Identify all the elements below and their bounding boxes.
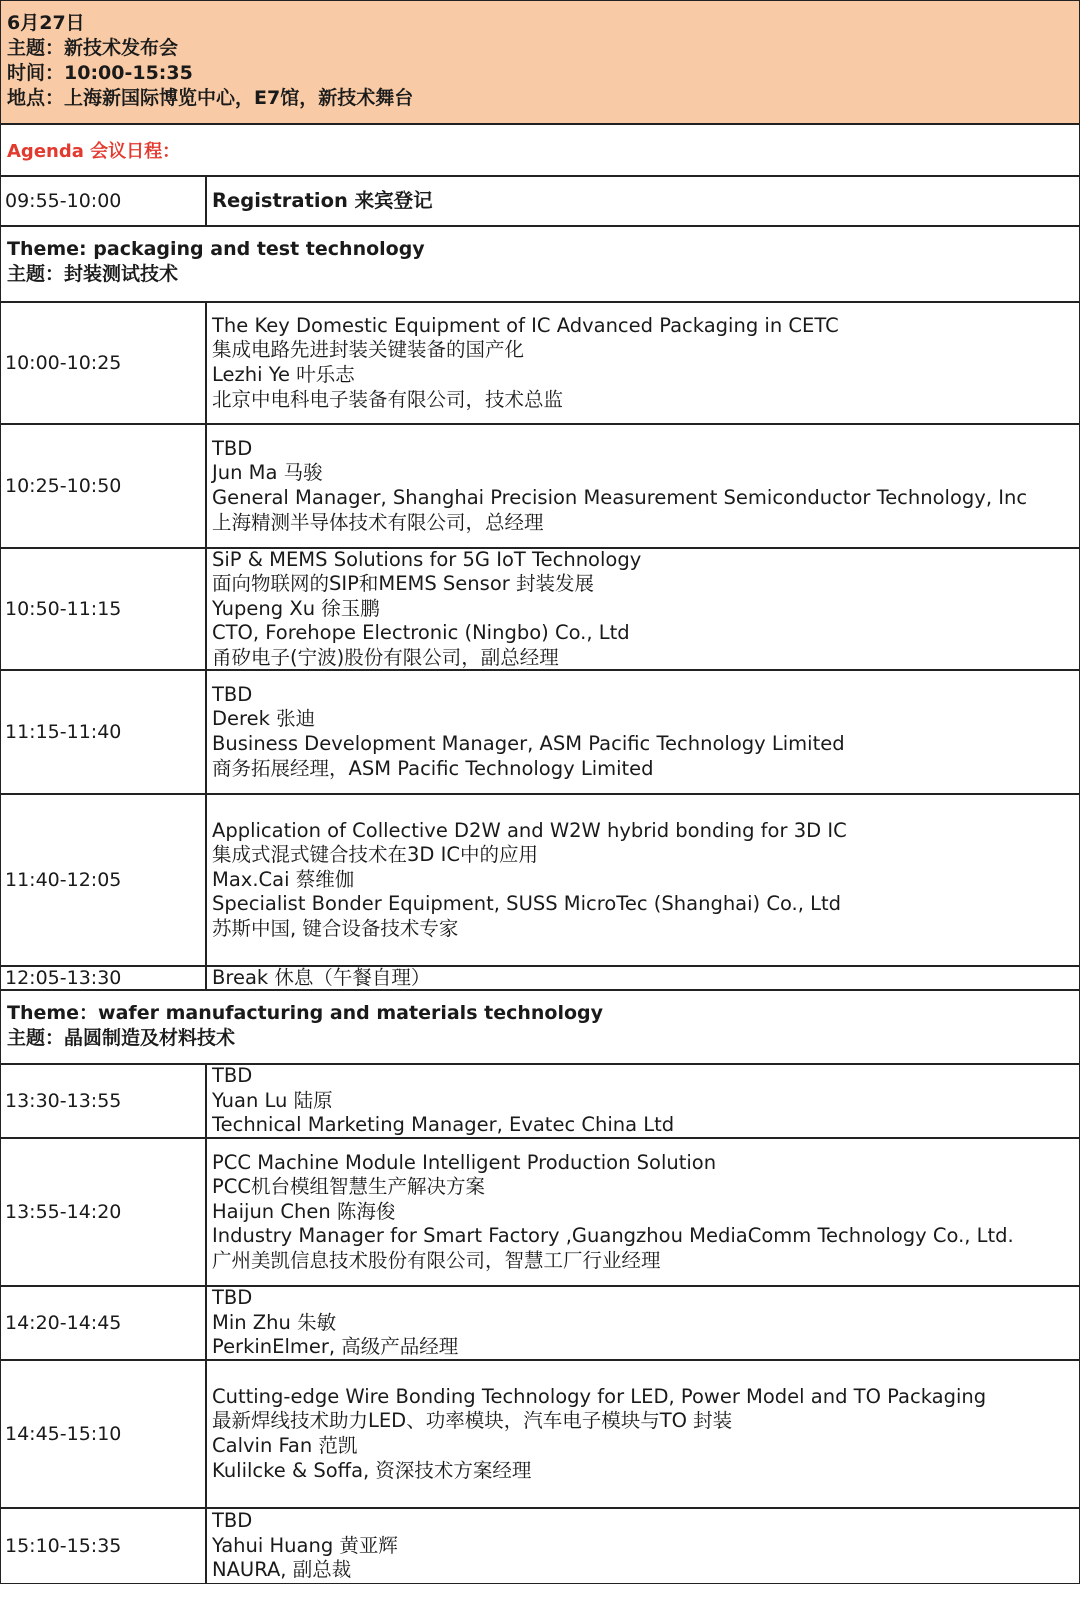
session-details: [207, 795, 1079, 965]
session-detail-line: 集成电路先进封装关键装备的国产化: [212, 338, 525, 362]
theme-line: Theme: packaging and test technology: [7, 238, 425, 260]
session-detail-line: Derek 张迪: [212, 707, 316, 731]
theme-line: 主题：晶圆制造及材料技术: [7, 1027, 236, 1049]
session-details: [207, 425, 1079, 547]
session-row: [1, 1509, 1079, 1583]
session-time: 10:25-10:50: [1, 425, 207, 547]
session-details: [207, 177, 1079, 225]
session-time: 11:40-12:05: [1, 795, 207, 965]
session-details: [207, 1139, 1079, 1285]
session-detail-line: Max.Cai 蔡维伽: [212, 867, 355, 891]
session-detail-line: The Key Domestic Equipment of IC Advanced Packaging in CETC: [212, 313, 839, 337]
session-details: [207, 671, 1079, 793]
event-time: 时间：10:00-15:35: [7, 62, 193, 84]
session-details: [207, 549, 1079, 669]
session-detail-line: CTO, Forehope Electronic (Ningbo) Co., Ltd: [212, 621, 630, 645]
agenda-title-row: [1, 125, 1079, 177]
session-detail-line: Jun Ma 马骏: [212, 461, 323, 485]
session-detail-line: Yuan Lu 陆原: [212, 1088, 333, 1112]
session-row: [1, 1287, 1079, 1361]
session-detail-line: PCC Machine Module Intelligent Production Solution: [212, 1150, 717, 1174]
agenda-label: Agenda 会议日程：: [7, 141, 181, 162]
theme-row: [1, 991, 1079, 1065]
session-row: [1, 1361, 1079, 1509]
event-location: 地点：上海新国际博览中心，E7馆，新技术舞台: [7, 87, 414, 109]
session-detail-line: 面向物联网的SIP和MEMS Sensor 封装发展: [212, 572, 594, 596]
session-detail-line: General Manager, Shanghai Precision Measurement Semiconductor Technology, Inc: [212, 486, 1028, 509]
session-detail-line: 北京中电科电子装备有限公司，技术总监: [212, 387, 564, 411]
session-time: 15:10-15:35: [1, 1509, 207, 1583]
session-time: 13:30-13:55: [1, 1065, 207, 1137]
session-detail-line: 广州美凯信息技术股份有限公司，智慧工厂行业经理: [212, 1248, 661, 1272]
session-detail-line: Break 休息（午餐自理）: [212, 965, 431, 989]
session-details: [207, 303, 1079, 423]
session-detail-line: 甬矽电子(宁波)股份有限公司，副总经理: [212, 645, 559, 669]
session-detail-line: Cutting-edge Wire Bonding Technology for LED, Power Model and TO Packaging: [212, 1384, 987, 1408]
session-detail-line: Yahui Huang 黄亚辉: [212, 1533, 398, 1557]
session-detail-line: Specialist Bonder Equipment, SUSS MicroTec (Shanghai) Co., Ltd: [212, 892, 842, 916]
session-detail-line: TBD: [212, 1286, 253, 1310]
agenda-rows: [1, 177, 1079, 1583]
session-detail-line: 商务拓展经理，ASM Pacific Technology Limited: [212, 756, 654, 780]
session-detail-line: Kulilcke & Soffa, 资深技术方案经理: [212, 1458, 532, 1482]
session-detail-line: Calvin Fan 范凯: [212, 1434, 358, 1457]
session-detail-line: TBD: [212, 1064, 253, 1088]
event-date: 6月27日: [7, 12, 85, 34]
session-time: 11:15-11:40: [1, 671, 207, 793]
session-detail-line: PCC机台模组智慧生产解决方案: [212, 1175, 485, 1199]
session-detail-line: Application of Collective D2W and W2W hybrid bonding for 3D IC: [212, 818, 847, 842]
session-time: 10:50-11:15: [1, 549, 207, 669]
session-details: [207, 1509, 1079, 1583]
session-row: [1, 549, 1079, 671]
session-details: [207, 1361, 1079, 1507]
session-detail-line: 最新焊线技术助力LED、功率模块，汽车电子模块与TO 封装: [212, 1409, 733, 1433]
session-detail-line: 集成式混式键合技术在3D IC中的应用: [212, 843, 538, 867]
session-row: [1, 425, 1079, 549]
session-detail-line: Business Development Manager, ASM Pacific Technology Limited: [212, 732, 845, 755]
session-time: 14:20-14:45: [1, 1287, 207, 1359]
session-time: 09:55-10:00: [1, 177, 207, 225]
theme-line: Theme：wafer manufacturing and materials technology: [7, 1002, 604, 1024]
session-detail-line: TBD: [212, 1509, 253, 1533]
session-details: [207, 967, 1079, 989]
session-row: [1, 795, 1079, 967]
session-time: 12:05-13:30: [1, 967, 207, 989]
event-header: [1, 1, 1079, 125]
session-row: [1, 671, 1079, 795]
session-details: [207, 1065, 1079, 1137]
session-detail-line: Industry Manager for Smart Factory ,Guangzhou MediaComm Technology Co., Ltd.: [212, 1224, 1014, 1248]
session-detail-line: 苏斯中国, 键合设备技术专家: [212, 916, 459, 940]
session-detail-line: Technical Marketing Manager, Evatec China Ltd: [212, 1113, 675, 1137]
session-detail-line: Min Zhu 朱敏: [212, 1310, 337, 1334]
theme-line: 主题：封装测试技术: [7, 263, 179, 285]
session-row: [1, 1065, 1079, 1139]
session-detail-line: Registration 来宾登记: [212, 188, 433, 212]
session-detail-line: Haijun Chen 陈海俊: [212, 1199, 396, 1223]
event-topic: 主题：新技术发布会: [7, 37, 179, 59]
theme-row: [1, 227, 1079, 303]
session-row: [1, 1139, 1079, 1287]
session-row: [1, 177, 1079, 227]
session-row: [1, 967, 1079, 991]
session-time: 14:45-15:10: [1, 1361, 207, 1507]
session-detail-line: 上海精测半导体技术有限公司，总经理: [212, 510, 544, 534]
session-detail-line: SiP & MEMS Solutions for 5G IoT Technology: [212, 547, 642, 571]
session-details: [207, 1287, 1079, 1359]
session-detail-line: NAURA, 副总裁: [212, 1558, 352, 1582]
session-time: 10:00-10:25: [1, 303, 207, 423]
session-row: [1, 303, 1079, 425]
session-detail-line: TBD: [212, 436, 253, 460]
session-detail-line: TBD: [212, 682, 253, 706]
session-detail-line: Lezhi Ye 叶乐志: [212, 363, 355, 386]
session-detail-line: Yupeng Xu 徐玉鹏: [212, 596, 380, 620]
session-detail-line: PerkinElmer, 高级产品经理: [212, 1335, 459, 1359]
session-time: 13:55-14:20: [1, 1139, 207, 1285]
